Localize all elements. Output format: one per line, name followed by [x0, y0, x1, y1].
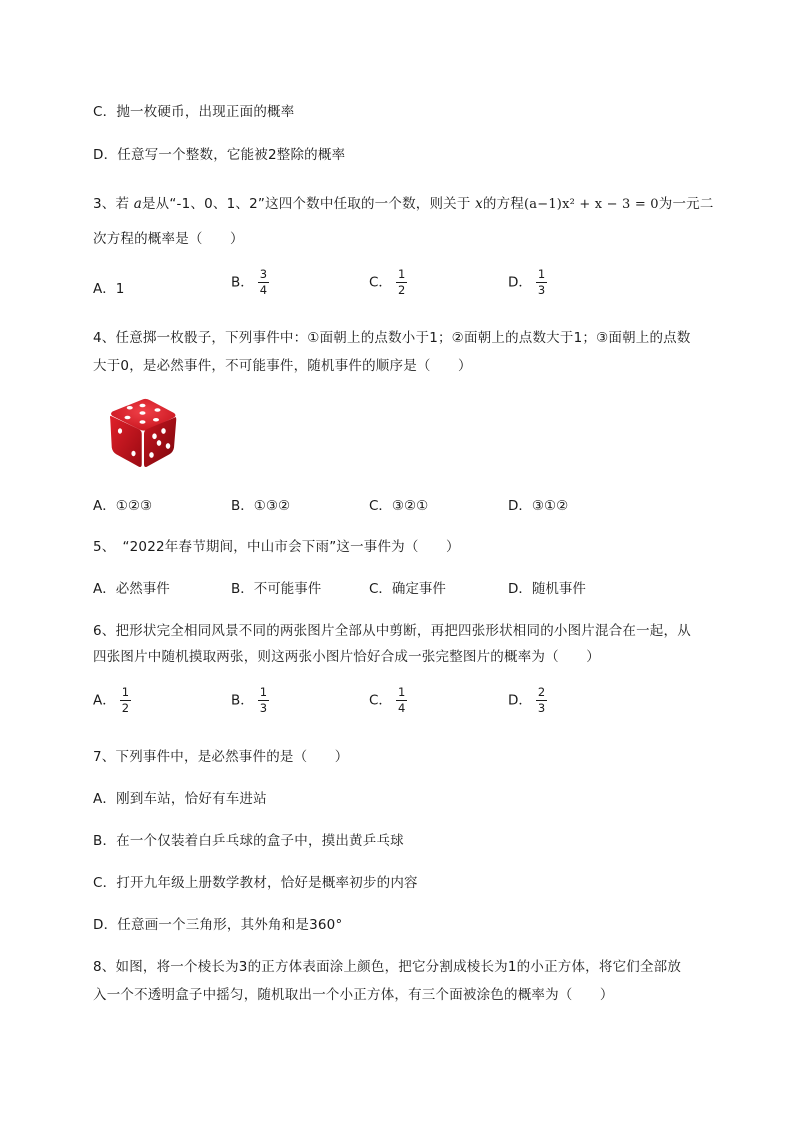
q2-option-c: C．抛一枚硬币，出现正面的概率 [93, 104, 295, 120]
q6-option-b [231, 686, 269, 715]
q4-option-d: D．③①② [508, 498, 569, 514]
q5-option-a: A．必然事件 [93, 581, 170, 597]
q7-stem: 7、下列事件中，是必然事件的是（ ） [93, 749, 349, 765]
q6-option-b-label: B． [231, 692, 254, 709]
fraction-numerator: 1 [537, 267, 546, 281]
fraction-numerator: 3 [259, 267, 268, 281]
q5-stem: 5、 “2022年春节期间，中山市会下雨”这一事件为（ ） [93, 539, 460, 555]
fraction-denominator: 4 [397, 701, 406, 715]
q3-var-a: a [133, 196, 142, 212]
fraction-denominator: 3 [537, 283, 546, 297]
q6-line1: 6、把形状完全相同风景不同的两张图片全部从中剪断，再把四张形状相同的小图片混合在一起，从 [93, 623, 691, 639]
q3-tail: 为一元二 [658, 196, 714, 212]
q3-option-c-fraction [396, 268, 407, 297]
q6-option-d-fraction [536, 686, 547, 715]
fraction-denominator: 3 [259, 701, 268, 715]
q2-option-d: D．任意写一个整数，它能被2整除的概率 [93, 147, 346, 163]
q4-option-a: A．①②③ [93, 498, 153, 514]
q4-line2: 大于0，是必然事件，不可能事件，随机事件的顺序是（ ） [93, 358, 472, 374]
q6-line2: 四张图片中随机摸取两张，则这两张小图片恰好合成一张完整图片的概率为（ ） [93, 649, 600, 665]
q6-option-c-label: C． [369, 692, 392, 709]
q5-option-b: B．不可能事件 [231, 581, 322, 597]
q4-line1: 4、任意掷一枚骰子，下列事件中：①面朝上的点数小于1；②面朝上的点数大于1；③面朝上的点数 [93, 330, 691, 346]
q8-line1: 8、如图，将一个棱长为3的正方体表面涂上颜色，把它分割成棱长为1的小正方体，将它们全部放 [93, 959, 682, 975]
q3-option-b [231, 268, 269, 297]
q8-line2: 入一个不透明盒子中摇匀，随机取出一个小正方体，有三个面被涂色的概率为（ ） [93, 987, 614, 1003]
fraction-denominator: 4 [259, 283, 268, 297]
q7-option-c: C．打开九年级上册数学教材，恰好是概率初步的内容 [93, 875, 418, 891]
q6-option-a [93, 686, 131, 715]
fraction-denominator: 2 [121, 701, 130, 715]
q3-option-c [369, 268, 407, 297]
q6-option-a-label: A． [93, 692, 116, 709]
q4-option-c: C．③②① [369, 498, 429, 514]
q6-option-c [369, 686, 407, 715]
q3-option-a: A．1 [93, 281, 125, 297]
q5-option-d: D．随机事件 [508, 581, 586, 597]
q3-post: 的方程 [482, 196, 525, 212]
dice-image [105, 395, 180, 470]
q4-option-b: B．①③② [231, 498, 291, 514]
q7-option-a: A．刚到车站，恰好有车进站 [93, 791, 267, 807]
q3-option-d [508, 268, 547, 297]
fraction-numerator: 1 [259, 685, 268, 699]
q3-line1 [93, 192, 714, 212]
q7-option-d: D．任意画一个三角形，其外角和是360° [93, 917, 343, 933]
q6-option-c-fraction [396, 686, 407, 715]
q3-var-x: x [475, 196, 483, 212]
q6-option-b-fraction [258, 686, 269, 715]
q6-option-a-fraction [120, 686, 131, 715]
q3-option-c-label: C． [369, 274, 392, 291]
fraction-numerator: 1 [397, 685, 406, 699]
q3-equation: (a−1)x² + x − 3 = 0 [524, 197, 659, 212]
q3-option-d-fraction [536, 268, 547, 297]
q6-option-d-label: D． [508, 692, 532, 709]
q5-option-c: C．确定事件 [369, 581, 446, 597]
fraction-numerator: 2 [537, 685, 546, 699]
q3-option-d-label: D． [508, 274, 532, 291]
q7-option-b: B．在一个仅装着白乒乓球的盒子中，摸出黄乒乓球 [93, 833, 404, 849]
q3-prefix: 3、若 [93, 196, 130, 212]
q3-option-b-label: B． [231, 274, 254, 291]
fraction-numerator: 1 [121, 685, 130, 699]
fraction-denominator: 2 [397, 283, 406, 297]
fraction-numerator: 1 [397, 267, 406, 281]
q3-option-b-fraction [258, 268, 269, 297]
fraction-denominator: 3 [537, 701, 546, 715]
q6-option-d [508, 686, 547, 715]
q3-middle: 是从“-1、0、1、2”这四个数中任取的一个数，则关于 [141, 196, 471, 212]
q3-line2: 次方程的概率是（ ） [93, 231, 244, 247]
